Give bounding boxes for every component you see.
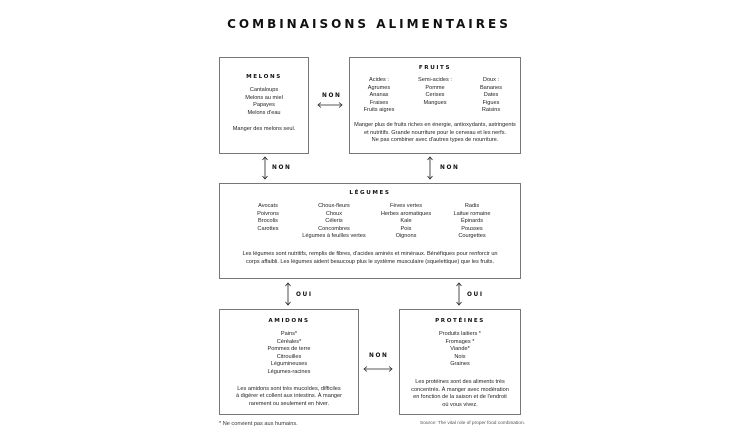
amidons-description-line: à digérer et collent aux intestins. À manger: [235, 393, 343, 400]
fruits-title: FRUITS: [418, 65, 452, 71]
legumes-column: [298, 203, 370, 241]
fruits-item: Agrumes: [367, 84, 391, 91]
proteines-description-line: où vous vivez.: [442, 401, 478, 408]
amidons-proteines-label: NON: [369, 353, 389, 359]
melons-box: [219, 57, 309, 154]
amidons-description-line: rarement ou seulement en hiver.: [248, 400, 330, 407]
legumes-item: Brocolis: [258, 218, 278, 225]
legumes-item: Épinards: [460, 218, 484, 225]
legumes-amidons-label: OUI: [296, 292, 313, 298]
source-note: Source: The vital role of proper food combination.: [420, 421, 525, 426]
melons-item: Melons d'eau: [247, 109, 281, 116]
footnote: * Ne convient pas aux humains.: [219, 421, 298, 427]
amidons-title: AMIDONS: [268, 318, 310, 324]
legumes-box: [219, 183, 521, 279]
fruits-item: Doux :: [482, 77, 500, 83]
fruits-item: Fraises: [369, 99, 389, 106]
legumes-item: Fèves vertes: [389, 203, 423, 209]
legumes-item: Choux: [325, 210, 343, 217]
amidons-items: [220, 331, 358, 377]
fruits-item: Ananas: [369, 92, 389, 99]
fruits-description-line: Manger plus de fruits riches en énergie, antioxydants, astringents: [354, 121, 516, 128]
legumes-item: Courgettes: [458, 233, 486, 240]
amidons-description: [220, 386, 358, 409]
page-title: COMBINAISONS ALIMENTAIRES: [227, 17, 511, 31]
fruits-item: Dates: [483, 92, 499, 99]
amidons-proteines-arrow-icon: [363, 365, 393, 373]
fruits-item: Fruits aigres: [363, 107, 395, 114]
legumes-item: Poivrons: [257, 210, 279, 217]
melons-legumes-arrow-icon: [261, 156, 269, 180]
legumes-item: Pousses: [461, 225, 483, 232]
legumes-proteines-label: OUI: [467, 292, 484, 298]
melons-title: MELONS: [246, 74, 282, 80]
melons-fruits-arrow-icon: [317, 101, 343, 109]
proteines-item: Noix: [454, 353, 466, 360]
amidons-item: Légumes-racines: [267, 368, 311, 375]
fruits-item: Mangues: [423, 99, 447, 106]
fruits-column-acides: [351, 77, 407, 115]
amidons-item: Citrouilles: [276, 353, 302, 360]
legumes-item: Avocats: [258, 203, 278, 209]
legumes-item: Oignons: [395, 233, 417, 240]
amidons-item: Pommes de terre: [267, 346, 311, 353]
legumes-description: [220, 251, 520, 266]
legumes-item: Carottes: [257, 225, 279, 232]
legumes-item: Radis: [464, 203, 480, 209]
melons-items: [220, 87, 308, 117]
fruits-column-semi-acides: [407, 77, 463, 115]
proteines-description-line: concentrés. À manger avec modération: [411, 386, 509, 393]
amidons-description-line: Les amidons sont très mucoïdes, difficiles: [237, 385, 341, 392]
legumes-amidons-arrow-icon: [284, 282, 292, 306]
legumes-description-line: Les légumes sont nutritifs, remplis de fibres, d'acides aminés et minéraux. Bénéfiques pour renforcir un: [242, 250, 498, 257]
fruits-item: Pomme: [425, 84, 445, 91]
melons-item: Cantaloups: [249, 87, 279, 93]
proteines-item: Fromages *: [445, 338, 475, 345]
legumes-columns: [220, 203, 520, 241]
melons-item: Melons au miel: [245, 94, 283, 101]
fruits-item: Acides :: [369, 77, 389, 83]
legumes-column: [370, 203, 442, 241]
legumes-proteines-arrow-icon: [455, 282, 463, 306]
legumes-item: Kale: [400, 218, 412, 225]
fruits-description-line: et nutritifs. Grande nourriture pour le cerveau et les nerfs.: [363, 129, 507, 136]
melons-legumes-label: NON: [272, 165, 292, 171]
legumes-column: [238, 203, 298, 241]
legumes-column: [442, 203, 502, 241]
legumes-item: Choux-fleurs: [318, 203, 350, 209]
legumes-description-line: corps affaibli. Les légumes aident beaucoup plus le système musculaire (squelettique) que les fruits.: [245, 258, 495, 265]
amidons-item: Pains*: [280, 331, 298, 337]
proteines-description-line: Les protéines sont des aliments très: [415, 378, 505, 385]
fruits-column-doux: [463, 77, 519, 115]
proteines-box: [399, 309, 521, 415]
proteines-description-line: en fonction de la saison et de l'endroit: [413, 394, 507, 401]
legumes-item: Céleris: [325, 218, 343, 225]
proteines-description: [400, 379, 520, 409]
melons-note: Manger des melons seul.: [232, 126, 296, 133]
amidons-item: Céréales*: [276, 338, 302, 345]
fruits-description-line: Ne pas combiner avec d'autres types de nourriture.: [371, 137, 499, 144]
proteines-item: Graines: [450, 361, 470, 368]
legumes-item: Laitue romaine: [453, 210, 491, 217]
fruits-item: Raisins: [481, 107, 501, 114]
fruits-legumes-arrow-icon: [426, 156, 434, 180]
fruits-columns: [350, 77, 520, 115]
proteines-items: [400, 331, 520, 369]
melons-item: Papayes: [253, 102, 275, 109]
fruits-legumes-label: NON: [440, 165, 460, 171]
fruits-item: Figues: [482, 99, 500, 106]
proteines-item: Produits laitiers *: [439, 331, 481, 337]
legumes-item: Pois: [400, 225, 412, 232]
fruits-item: Semi-acides :: [418, 77, 452, 83]
fruits-item: Bananes: [479, 84, 503, 91]
legumes-item: Concombres: [318, 225, 350, 232]
fruits-description: [350, 122, 520, 145]
fruits-box: [349, 57, 521, 154]
legumes-item: Légumes à feuilles vertes: [302, 233, 366, 240]
legumes-title: LÉGUMES: [349, 190, 391, 196]
amidons-item: Légumineuses: [270, 361, 308, 368]
legumes-item: Herbes aromatiques: [380, 210, 432, 217]
fruits-item: Cerises: [425, 92, 445, 99]
proteines-title: PROTÉINES: [435, 318, 485, 324]
amidons-box: [219, 309, 359, 415]
proteines-item: Viande*: [450, 346, 470, 353]
melons-fruits-label: NON: [322, 93, 342, 99]
